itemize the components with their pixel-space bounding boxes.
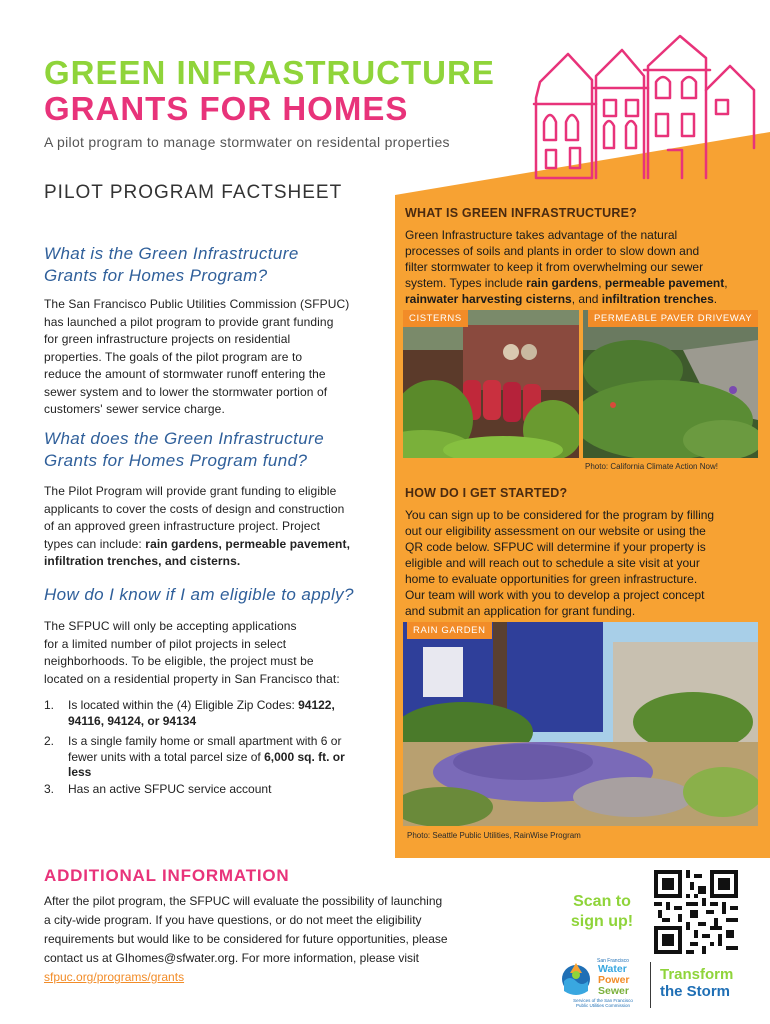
q3-heading: How do I know if I am eligible to apply? <box>44 585 354 604</box>
what-l4-b: rain gardens <box>526 276 599 290</box>
tts-line-2: the Storm <box>660 983 731 1000</box>
rain-garden-photo <box>403 622 758 826</box>
q2-types-prefix: types can include: <box>44 536 146 551</box>
get-started-line: QR code below. SFPUC will determine if your property is <box>405 540 706 554</box>
what-is-heading: WHAT IS GREEN INFRASTRUCTURE? <box>405 206 637 220</box>
item1-text: Is located within the (4) Eligible Zip Codes: <box>68 698 299 712</box>
factsheet-label: PILOT PROGRAM FACTSHEET <box>44 182 343 203</box>
q1-heading-line-2: Grants for Homes Program? <box>44 266 268 285</box>
q3-body-line: located on a residential property in San Francisco that: <box>44 671 340 686</box>
q1-body-line: The San Francisco Public Utilities Commission (SFPUC) <box>44 297 350 311</box>
q1-section <box>44 243 389 419</box>
q2-body-line: The Pilot Program will provide grant funding to eligible <box>44 484 337 498</box>
additional-info-body <box>44 892 519 987</box>
logo-small-text: San Francisco <box>597 958 629 964</box>
item1-zip-a: 94122, <box>298 698 335 712</box>
what-is-line: Green Infrastructure takes advantage of the natural <box>405 228 678 242</box>
q2-heading-line-1: What does the Green Infrastructure <box>44 429 325 448</box>
q2-section <box>44 428 389 571</box>
get-started-line: and submit an application for grant funding. <box>405 604 636 618</box>
what-l5-d: . <box>713 292 718 306</box>
q1-heading-line-1: What is the Green Infrastructure <box>44 244 299 263</box>
additional-info-line: a city-wide program. If you have questions, or do not meet the eligibility <box>44 913 422 927</box>
q2-types-bold-2: infiltration trenches, and cisterns. <box>44 554 241 568</box>
cisterns-tag: CISTERNS <box>403 310 468 327</box>
q1-body-line: properties. The goals of the pilot program are to <box>44 349 303 364</box>
qr-code[interactable] <box>654 870 738 954</box>
get-started-heading: HOW DO I GET STARTED? <box>405 486 568 500</box>
tts-line-1: Transform <box>660 966 734 983</box>
additional-info-line: After the pilot program, the SFPUC will evaluate the possibility of launching <box>44 894 443 908</box>
logo-word-water: Water <box>598 963 627 975</box>
q2-body-line <box>44 553 389 571</box>
get-started-line: out our eligibility assessment on our website or using the <box>405 524 706 538</box>
logo-word-power: Power <box>598 974 630 986</box>
what-is-line <box>405 275 755 291</box>
what-is-line: filter stormwater to keep it from overwhelming our sewer <box>405 260 704 274</box>
get-started-body <box>405 507 755 619</box>
scan-to-sign-up <box>562 892 642 932</box>
q1-body <box>44 296 389 419</box>
what-is-line: processes of soils and plants in order to slow down and <box>405 244 700 258</box>
subtitle: A pilot program to manage stormwater on residental properties <box>44 134 450 150</box>
q3-body-line: The SFPUC will only be accepting applications <box>44 619 297 633</box>
item2-bold-b: less <box>68 765 92 779</box>
what-l4-e: , <box>724 276 728 290</box>
item2-bold-a: 6,000 sq. ft. or <box>264 749 345 764</box>
what-is-line <box>405 291 755 307</box>
transform-the-storm-logo <box>660 966 733 1000</box>
list-text: Has an active SFPUC service account <box>68 782 272 796</box>
what-l4-c: , <box>598 276 605 290</box>
item1-zip-b: 94116, 94124, or 94134 <box>68 713 197 728</box>
get-started-line: Our team will work with you to develop a project concept <box>405 588 705 602</box>
item2-text-b: fewer units with a total parcel size of <box>68 749 265 764</box>
additional-info-line: contact us at GIhomes@sfwater.org. For more information, please visit <box>44 951 419 965</box>
cisterns-photo <box>403 310 579 458</box>
q1-body-line: has launched a pilot program to provide grant funding <box>44 314 334 329</box>
logo-foot-line-2: Public Utilities Commission <box>575 1003 630 1008</box>
q1-body-line: reduce the amount of stormwater runoff entering the <box>44 367 326 381</box>
rain-garden-tag: RAIN GARDEN <box>407 622 492 639</box>
get-started-line: You can sign up to be considered for the program by filling <box>405 508 715 522</box>
logo-foot-line-1: Services of the San Francisco <box>573 998 633 1003</box>
list-number: 1. <box>44 698 55 712</box>
scan-line-2: sign up! <box>570 913 634 930</box>
what-l5-b: , and <box>571 292 602 306</box>
q1-body-line: customers' sewer service charge. <box>44 402 225 416</box>
photo-caption-2: Photo: Seattle Public Utilities, RainWise Program <box>407 831 581 840</box>
item2-text-a: Is a single family home or small apartment with 6 or <box>68 734 342 748</box>
houses-illustration <box>530 30 760 180</box>
title-line-1: GREEN INFRASTRUCTURE <box>44 54 495 91</box>
list-number: 2. <box>44 734 55 748</box>
q2-heading-line-2: Grants for Homes Program fund? <box>44 451 308 470</box>
what-l4-a: system. Types include <box>405 276 527 290</box>
q2-body <box>44 483 389 571</box>
q2-body-line <box>44 536 389 554</box>
get-started-line: eligible and will reach out to schedule a site visit at your <box>405 556 700 570</box>
list-number: 3. <box>44 782 55 796</box>
paver-driveway-tag: PERMEABLE PAVER DRIVEWAY <box>588 310 758 327</box>
additional-info-heading: ADDITIONAL INFORMATION <box>44 866 290 885</box>
what-l5-c: infiltration trenches <box>601 292 714 306</box>
q3-section <box>44 584 389 688</box>
get-started-line: home to evaluate opportunities for green infrastructure. <box>405 572 698 586</box>
q2-types-bold-1: rain gardens, permeable pavement, <box>145 536 351 551</box>
photo-caption-1: Photo: California Climate Action Now! <box>585 462 718 471</box>
q3-body-line: neighborhoods. To be eligible, the project must be <box>44 654 314 668</box>
list-text <box>68 698 384 729</box>
q2-body-line: of an approved green infrastructure project. Project <box>44 519 321 533</box>
q1-body-line: for green infrastructure projects on residential <box>44 332 291 346</box>
what-is-body <box>405 227 755 307</box>
paver-driveway-photo <box>583 310 758 458</box>
q2-body-line: applicants to cover the costs of design and construction <box>44 501 345 516</box>
q1-body-line: sewer system and to lower the stormwater portion of <box>44 384 328 399</box>
q3-body <box>44 618 389 688</box>
what-l5-a: rainwater harvesting cisterns <box>405 292 572 306</box>
q3-body-line: for a limited number of pilot projects in select <box>44 636 287 651</box>
grants-link[interactable]: sfpuc.org/programs/grants <box>44 970 185 984</box>
title-line-2: GRANTS FOR HOMES <box>44 90 409 127</box>
logo-word-sewer: Sewer <box>598 985 629 997</box>
logo-footer-text <box>568 998 638 1008</box>
what-l4-d: permeable pavement <box>604 276 725 290</box>
logo-divider <box>650 962 651 1008</box>
additional-info-line: requirements but would like to be considered for future opportunities, please <box>44 932 448 946</box>
list-text <box>68 734 384 781</box>
scan-line-1: Scan to <box>573 893 631 910</box>
